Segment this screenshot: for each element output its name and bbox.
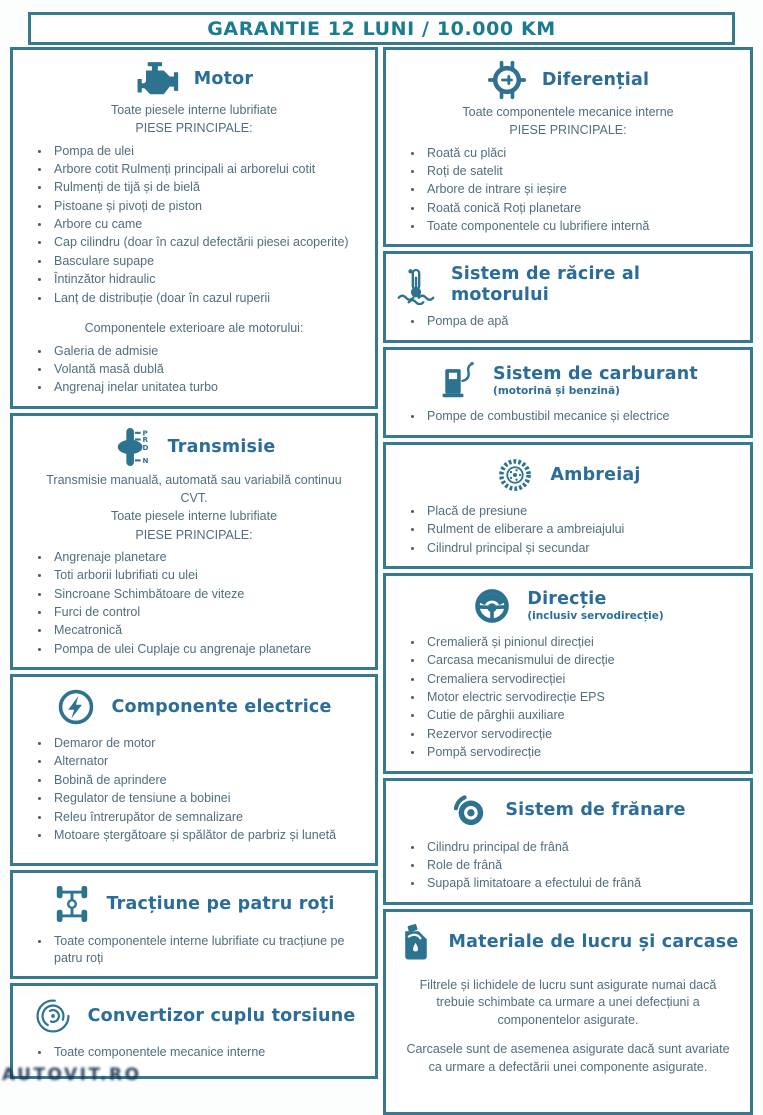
section-directie [383, 573, 753, 774]
section-titles [542, 70, 649, 90]
bullet-item: • Galeria de admisie [51, 343, 365, 360]
section-title: Ambreiaj [550, 465, 640, 485]
engine-icon [135, 60, 179, 98]
bullet-item: • Toate componentele interne lubrifiate cu tracțiune pe patru roți [51, 933, 365, 967]
bullet-item: • Arbore cu came [51, 216, 365, 233]
section-header [396, 56, 740, 103]
bullet-list [396, 408, 740, 425]
bullet-list [396, 634, 740, 761]
bullet-item: • Alternator [51, 753, 365, 770]
bullet-item: • Mecatronică [51, 622, 365, 639]
left-column [10, 47, 378, 1079]
steering-wheel-icon [472, 586, 512, 626]
section-transmisie [10, 413, 378, 670]
section-title: Convertizor cuplu torsiune [88, 1006, 356, 1026]
bullet-item: • Toate componentele mecanice interne [51, 1044, 365, 1061]
section-titles [194, 69, 253, 89]
bullet-item: • Rulmenți de tijă și de bielă [51, 179, 365, 196]
clutch-disc-icon [495, 455, 535, 495]
bullet-item: • Motoare ștergătoare și spălător de parbriz și lunetă [51, 827, 365, 844]
section-header [23, 879, 365, 928]
bullet-item: • Cap cilindru (doar în cazul defectării piesei acoperite) [51, 234, 365, 251]
bullet-item: • Basculare supape [51, 253, 365, 270]
bullet-list [23, 549, 365, 658]
section-franare [383, 778, 753, 905]
bullet-list [23, 143, 365, 307]
intro-line: PIESE PRINCIPALE: [31, 527, 357, 544]
section-titles [106, 894, 334, 914]
section-header [396, 918, 740, 965]
bullet-item: • Arbore de intrare și ieșire [424, 181, 740, 198]
section-motor [10, 47, 378, 409]
intro-line: PIESE PRINCIPALE: [404, 122, 732, 139]
section-titles [451, 264, 740, 304]
page-title: GARANTIE 12 LUNI / 10.000 KM [207, 18, 556, 40]
section-header [396, 356, 740, 403]
section-title: Direcție [527, 589, 606, 609]
bullet-item: • Cilindrul principal și secundar [424, 540, 740, 557]
drivetrain-icon [53, 883, 91, 925]
warranty-header [28, 12, 735, 45]
section-titles [168, 437, 276, 457]
section-tractiune-patru-roti [10, 870, 378, 979]
section-header [396, 451, 740, 498]
section-titles [111, 697, 331, 717]
differential-icon [487, 60, 527, 100]
bullet-list [396, 839, 740, 893]
bullet-item: • Carcasa mecanismului de direcție [424, 652, 740, 669]
bullet-item: • Supapă limitatoare a efectului de frână [424, 875, 740, 892]
bullet-item: • Pistoane și pivoți de piston [51, 198, 365, 215]
bullet-item: • Placă de presiune [424, 503, 740, 520]
section-title: Tracțiune pe patru roți [106, 894, 334, 914]
section-titles [505, 800, 685, 820]
section-title: Sistem de carburant [493, 364, 698, 384]
bullet-list [396, 145, 740, 235]
section-materiale [383, 909, 753, 1115]
watermark: AUTOVIT.RO [2, 1065, 142, 1085]
bullet-item: • Angrenaje planetare [51, 549, 365, 566]
sub-heading: Componentele exterioare ale motorului: [31, 320, 357, 337]
bullet-item: • Pompa de apă [424, 313, 740, 330]
bullet-item: • Cilindru principal de frână [424, 839, 740, 856]
section-title: Sistem de răcire al motorului [451, 264, 740, 304]
intro-line: Transmisie manuală, automată sau variabilă continuu [31, 472, 357, 489]
thermometer-icon [396, 265, 436, 305]
intro-line: Toate piesele interne lubrifiate [31, 508, 357, 525]
svg-text:P: P [142, 428, 147, 437]
bullet-item: • Toate componentele cu lubrifiere internă [424, 218, 740, 235]
section-diferential [383, 47, 753, 247]
gear-shifter-icon [113, 426, 153, 468]
bullet-item: • Toti arborii lubrifiati cu ulei [51, 567, 365, 584]
section-header [396, 582, 740, 629]
bullet-item: • Cremalieră și pinionul direcției [424, 634, 740, 651]
bullet-item: • Regulator de tensiune a bobinei [51, 790, 365, 807]
bullet-item: • Motor electric servodirecție EPS [424, 689, 740, 706]
torque-converter-icon [33, 996, 73, 1036]
bullet-item: • Rezervor servodirecție [424, 726, 740, 743]
bullet-item: • Bobină de aprindere [51, 772, 365, 789]
bullet-item: • Pompe de combustibil mecanice și electrice [424, 408, 740, 425]
section-componente-electrice [10, 674, 378, 866]
bullet-item: • Rulment de eliberare a ambreiajului [424, 521, 740, 538]
section-titles [550, 465, 640, 485]
paragraph: Filtrele și lichidele de lucru sunt asigurate numai dacă trebuie schimbate ca urmare a unei defecțiuni a componentelor asigurate. [406, 977, 730, 1030]
bullet-item: • Volantă masă dublă [51, 361, 365, 378]
section-title: Diferențial [542, 70, 649, 90]
bullet-item: • Arbore cotit Rulmenți principali ai arborelui cotit [51, 161, 365, 178]
bullet-item: • Releu întrerupător de semnalizare [51, 809, 365, 826]
intro-line: Toate componentele mecanice interne [404, 104, 732, 121]
section-titles [527, 589, 663, 622]
bullet-item: • Roată cu plăci [424, 145, 740, 162]
bullet-item: • Role de frână [424, 857, 740, 874]
svg-text:R: R [142, 435, 148, 444]
svg-text:N: N [142, 456, 148, 465]
section-titles [449, 932, 739, 952]
content-columns [10, 47, 753, 1115]
section-carburant [383, 347, 753, 437]
right-column [383, 47, 753, 1115]
lightning-icon [56, 687, 96, 727]
bullet-item: • Roți de satelit [424, 163, 740, 180]
intro-line: Toate piesele interne lubrifiate [31, 102, 357, 119]
section-title: Componente electrice [111, 697, 331, 717]
section-title: Motor [194, 69, 253, 89]
bullet-list [23, 735, 365, 844]
section-racire-motor [383, 251, 753, 343]
intro-line: CVT. [31, 490, 357, 507]
oil-canister-icon [398, 922, 434, 962]
bullet-list [396, 503, 740, 557]
bullet-item: • Cremaliera servodirecției [424, 671, 740, 688]
bullet-item: • Roată conică Roți planetare [424, 200, 740, 217]
section-subtitle: (inclusiv servodirecție) [527, 610, 663, 622]
fuel-pump-icon [438, 360, 478, 400]
bullet-item: • Pompa de ulei Cuplaje cu angrenaje planetare [51, 641, 365, 658]
bullet-item: • Sincroane Schimbătoare de viteze [51, 586, 365, 603]
section-title: Transmisie [168, 437, 276, 457]
section-header [23, 56, 365, 101]
bullet-item: • Cutie de pârghii auxiliare [424, 707, 740, 724]
bullet-list [23, 1044, 365, 1061]
bullet-item: • Furci de control [51, 604, 365, 621]
section-titles [493, 364, 698, 397]
bullet-list [396, 313, 740, 330]
section-header [23, 683, 365, 730]
section-titles [88, 1006, 356, 1026]
bullet-item: • Întinzător hidraulic [51, 271, 365, 288]
bullet-list-secondary [23, 343, 365, 397]
section-header [396, 787, 740, 834]
section-ambreiaj [383, 442, 753, 569]
bullet-item: • Angrenaj inelar unitatea turbo [51, 379, 365, 396]
bullet-item: • Pompă servodirecție [424, 744, 740, 761]
svg-text:D: D [142, 443, 148, 452]
brake-disc-icon [450, 791, 490, 831]
section-subtitle: (motorină și benzină) [493, 385, 620, 397]
bullet-item: • Lanț de distribuție (doar în cazul ruperii [51, 290, 365, 307]
section-header [23, 992, 365, 1039]
section-title: Sistem de frănare [505, 800, 685, 820]
section-title: Materiale de lucru și carcase [449, 932, 739, 952]
section-header [23, 422, 365, 471]
bullet-item: • Pompa de ulei [51, 143, 365, 160]
paragraph: Carcasele sunt de asemenea asigurate dacă sunt avariate ca urmare a defectării unei componente asigurate. [406, 1041, 730, 1076]
bullet-item: • Demaror de motor [51, 735, 365, 752]
bullet-list [23, 933, 365, 967]
section-header [396, 260, 740, 307]
intro-line: PIESE PRINCIPALE: [31, 120, 357, 137]
